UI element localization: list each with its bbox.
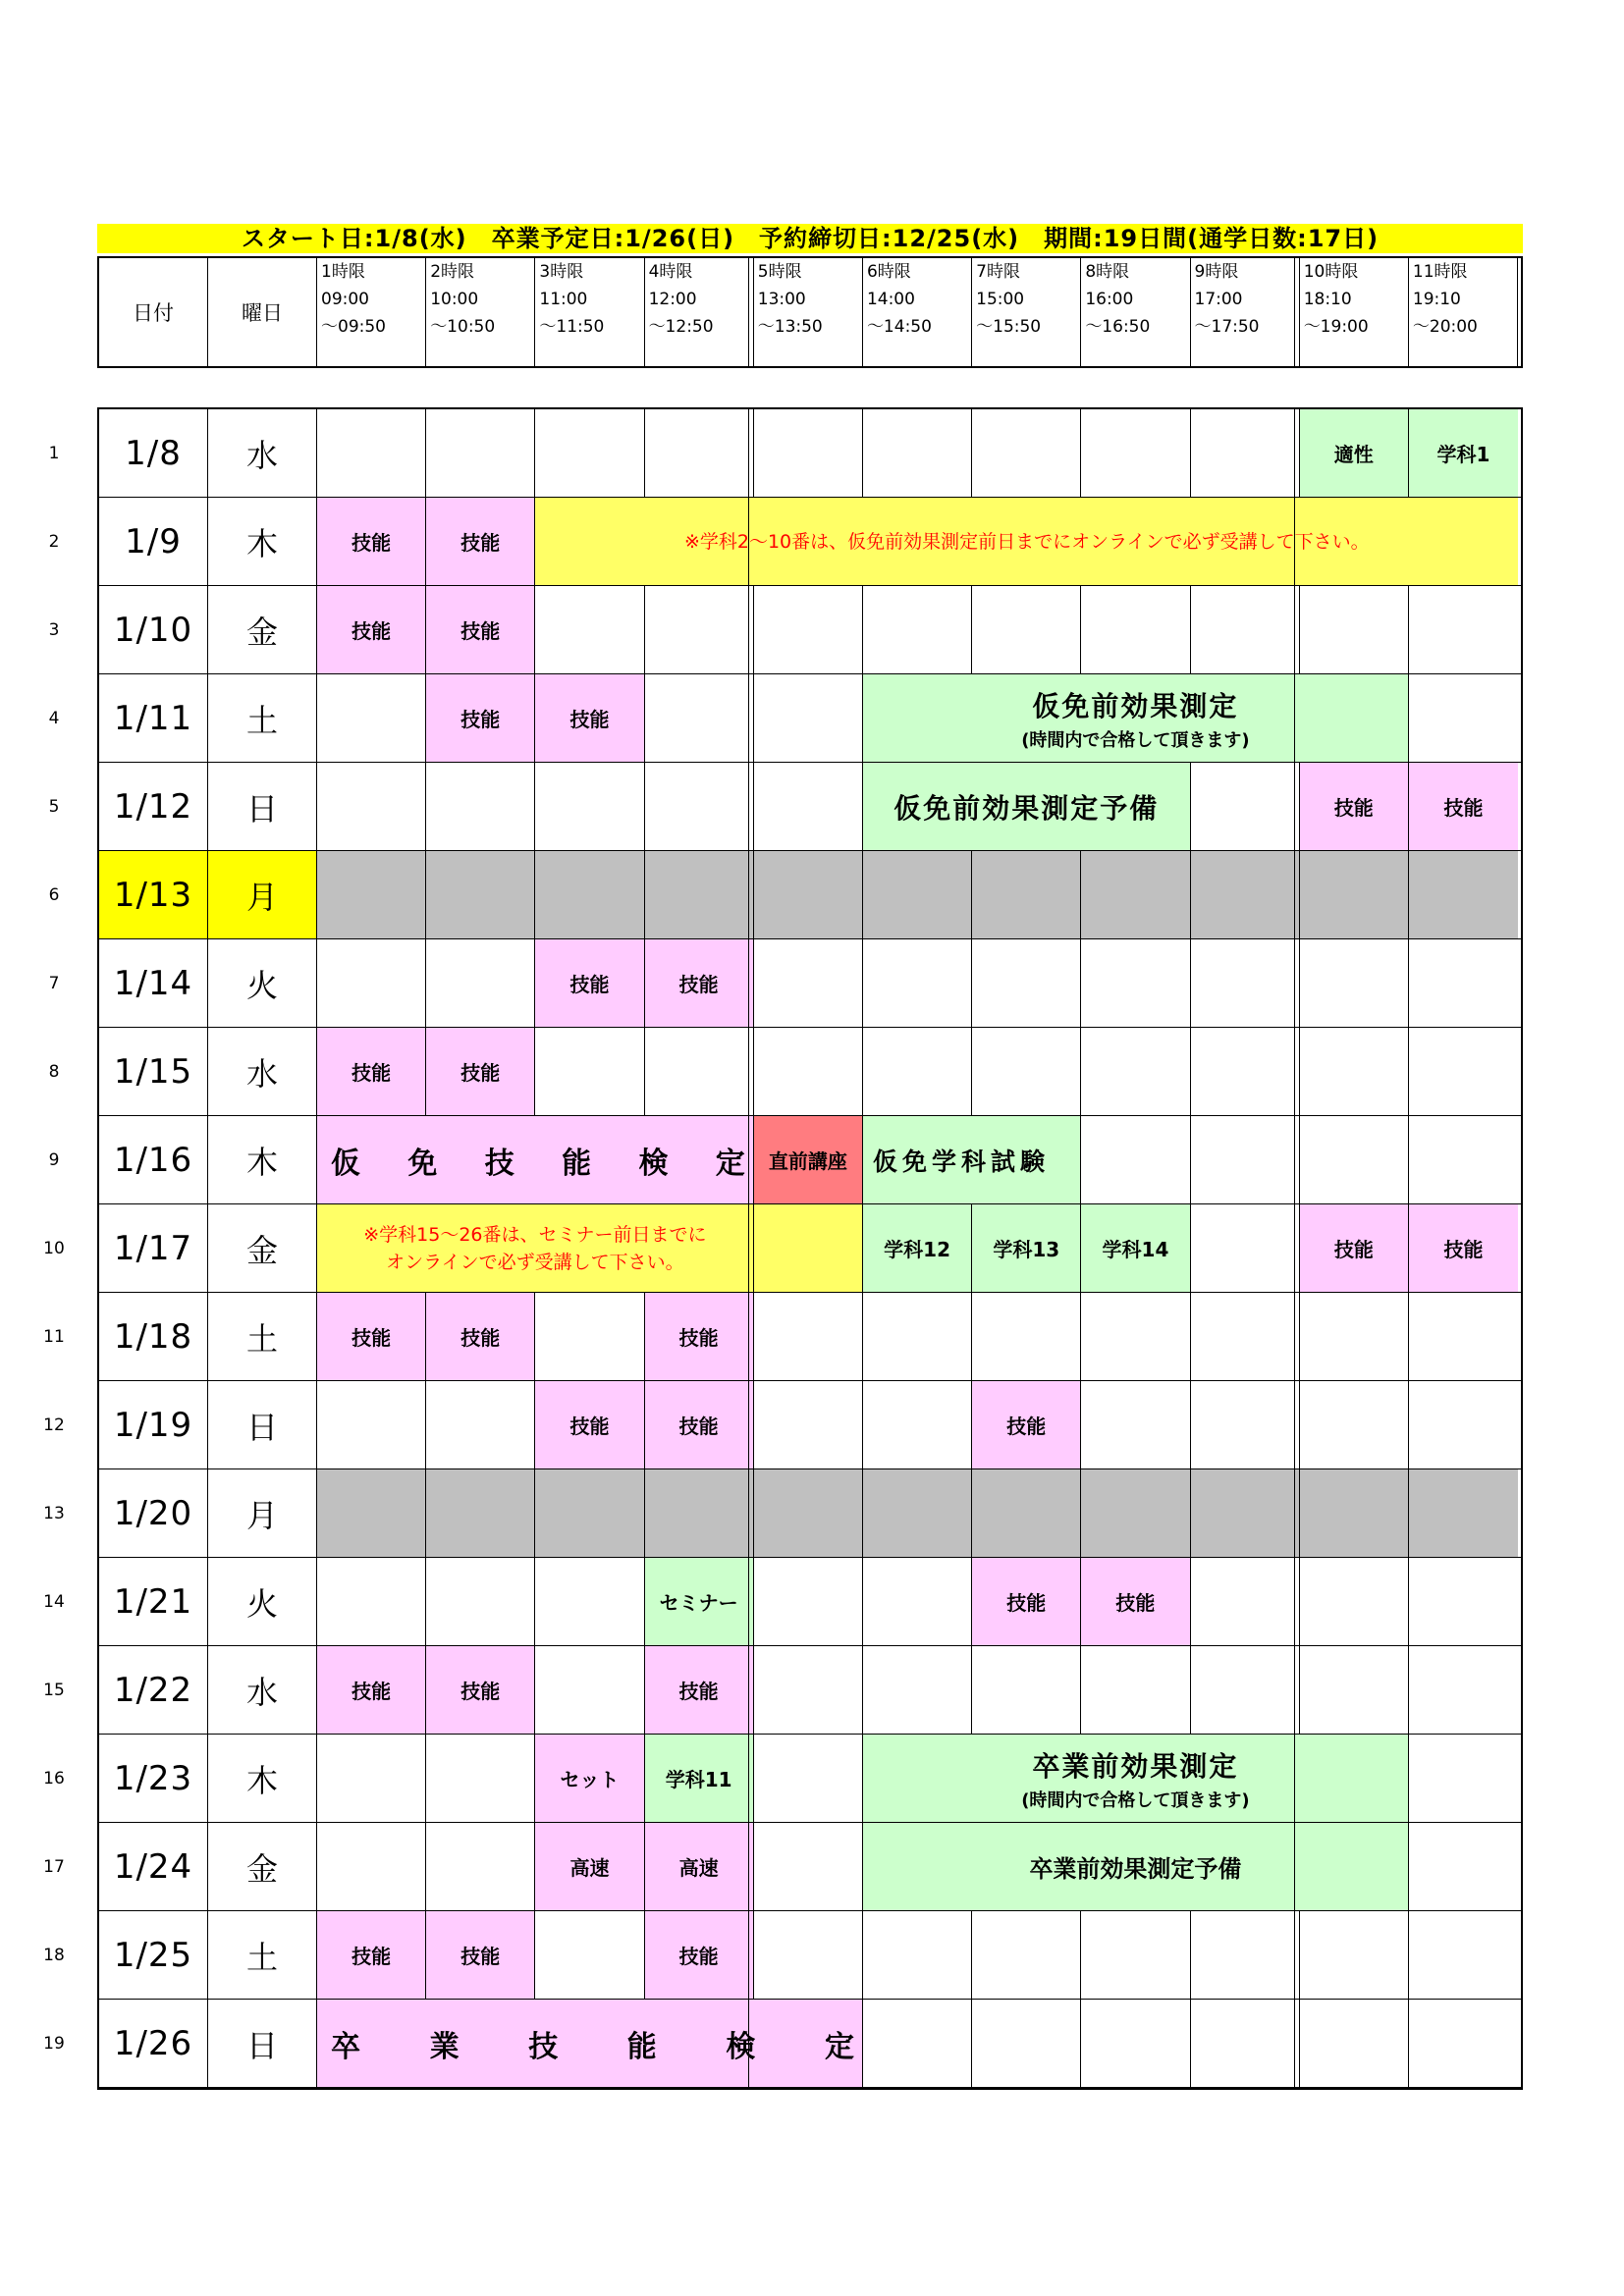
schedule-row: [99, 1116, 1521, 1204]
empty-slot-cell: [317, 1823, 426, 1910]
empty-slot-cell: [972, 2000, 1081, 2087]
schedule-banner: スタート日:1/8(水) 卒業予定日:1/26(日) 予約締切日:12/25(水) 期間:19日間(通学日数:17日): [97, 224, 1523, 253]
schedule-row: [99, 1911, 1521, 2000]
empty-slot-cell: [1409, 1293, 1518, 1380]
period-header-11: 11時限 19:10 ～20:00: [1409, 258, 1518, 366]
closed-slot-cell: [1081, 1469, 1190, 1557]
empty-slot-cell: [754, 1204, 863, 1292]
period-header-2: 2時限 10:00 ～10:50: [426, 258, 535, 366]
empty-slot-cell: [754, 1735, 863, 1822]
weekday-cell: 金: [208, 586, 317, 673]
weekday-cell: 木: [208, 1735, 317, 1822]
lesson-cell: 学科13: [972, 1204, 1081, 1292]
empty-slot-cell: [1081, 1381, 1190, 1468]
empty-slot-cell: [317, 763, 426, 850]
empty-slot-cell: [1409, 1735, 1518, 1822]
skill-exam-cell: [317, 1116, 754, 1203]
period-header-3: 3時限 11:00 ～11:50: [535, 258, 644, 366]
skill-exam-char: 能: [626, 2029, 657, 2064]
weekday-cell: 日: [208, 1381, 317, 1468]
empty-slot-cell: [754, 1911, 863, 1999]
lesson-cell: 技能: [317, 586, 426, 673]
date-cell: 1/18: [99, 1293, 208, 1380]
weekday-cell: 月: [208, 1469, 317, 1557]
empty-slot-cell: [1081, 1116, 1190, 1203]
lesson-cell: 技能: [972, 1558, 1081, 1645]
empty-slot-cell: [972, 1293, 1081, 1380]
empty-slot-cell: [1081, 2000, 1190, 2087]
schedule-row: [99, 1293, 1521, 1381]
weekday-cell: 火: [208, 939, 317, 1027]
schedule-row: [99, 1381, 1521, 1469]
row-number: 9: [48, 1150, 60, 1170]
empty-slot-cell: [754, 1293, 863, 1380]
date-cell: 1/22: [99, 1646, 208, 1734]
empty-slot-cell: [754, 1381, 863, 1468]
skill-exam-char: 能: [562, 1146, 592, 1181]
effect-test-title: 仮免前効果測定: [1032, 689, 1239, 722]
period-header: [97, 256, 1523, 368]
empty-slot-cell: [1300, 1028, 1409, 1115]
date-cell: 1/20: [99, 1469, 208, 1557]
row-number: 16: [43, 1769, 65, 1789]
row-number: 15: [43, 1681, 65, 1700]
empty-slot-cell: [1300, 586, 1409, 673]
empty-slot-cell: [1409, 1558, 1518, 1645]
empty-slot-cell: [863, 1911, 972, 1999]
empty-slot-cell: [1409, 586, 1518, 673]
skill-exam-char: 定: [824, 2029, 854, 2064]
schedule-row: [99, 763, 1521, 851]
date-cell: 1/8: [99, 409, 208, 497]
empty-slot-cell: [1191, 586, 1300, 673]
lesson-cell: 高速: [535, 1823, 644, 1910]
empty-slot-cell: [1081, 1293, 1190, 1380]
schedule-row: [99, 1028, 1521, 1116]
weekday-cell: 金: [208, 1204, 317, 1292]
lesson-cell: 技能: [317, 1293, 426, 1380]
empty-slot-cell: [1081, 409, 1190, 497]
empty-slot-cell: [645, 1028, 754, 1115]
lesson-cell: 学科11: [645, 1735, 754, 1822]
date-cell: 1/21: [99, 1558, 208, 1645]
period-header-8: 8時限 16:00 ～16:50: [1081, 258, 1190, 366]
empty-slot-cell: [535, 409, 644, 497]
closed-slot-cell: [535, 1469, 644, 1557]
row-number: 4: [48, 709, 60, 728]
empty-slot-cell: [317, 674, 426, 762]
empty-slot-cell: [1191, 763, 1300, 850]
empty-slot-cell: [754, 763, 863, 850]
empty-slot-cell: [1191, 1204, 1300, 1292]
row-number: 6: [48, 885, 60, 905]
empty-slot-cell: [535, 1293, 644, 1380]
lesson-cell: 技能: [645, 1646, 754, 1734]
date-cell: 1/10: [99, 586, 208, 673]
row-number: 3: [48, 620, 60, 640]
weekday-cell: 火: [208, 1558, 317, 1645]
closed-slot-cell: [863, 851, 972, 938]
effect-test-cell: [863, 1735, 1409, 1822]
effect-test-title: 卒業前効果測定: [1032, 1749, 1239, 1783]
lesson-cell: 技能: [972, 1381, 1081, 1468]
closed-slot-cell: [317, 851, 426, 938]
empty-slot-cell: [1409, 939, 1518, 1027]
lesson-cell: 技能: [1300, 1204, 1409, 1292]
closed-slot-cell: [1081, 851, 1190, 938]
lesson-cell: 技能: [426, 1293, 535, 1380]
empty-slot-cell: [1081, 1646, 1190, 1734]
online-notice-text: ※学科2～10番は、仮免前効果測定前日までにオンラインで必ず受講して下さい。: [683, 530, 1370, 553]
period-header-4: 4時限 12:00 ～12:50: [645, 258, 754, 366]
empty-slot-cell: [1191, 1381, 1300, 1468]
closed-slot-cell: [754, 851, 863, 938]
empty-slot-cell: [1081, 1028, 1190, 1115]
lesson-cell: セミナー: [645, 1558, 754, 1645]
schedule-row: [99, 2000, 1521, 2088]
period-10-divider-header: [1294, 258, 1297, 366]
lesson-cell: 技能: [535, 939, 644, 1027]
effect-test-title: 仮免前効果測定予備: [893, 791, 1160, 825]
lesson-cell: 技能: [317, 498, 426, 585]
lesson-cell: 技能: [645, 1381, 754, 1468]
period-header-9: 9時限 17:00 ～17:50: [1191, 258, 1300, 366]
effect-test-reserve-cell: 卒業前効果測定予備: [863, 1823, 1409, 1910]
row-number: 14: [43, 1592, 65, 1612]
skill-exam-char: 免: [407, 1146, 438, 1181]
empty-slot-cell: [972, 1028, 1081, 1115]
empty-slot-cell: [972, 1646, 1081, 1734]
online-notice-cell: [535, 498, 1518, 585]
empty-slot-cell: [645, 674, 754, 762]
empty-slot-cell: [1300, 1558, 1409, 1645]
schedule-row: [99, 1646, 1521, 1735]
empty-slot-cell: [317, 409, 426, 497]
empty-slot-cell: [863, 1381, 972, 1468]
closed-slot-cell: [317, 1469, 426, 1557]
date-cell: 1/25: [99, 1911, 208, 1999]
weekday-cell: 土: [208, 1911, 317, 1999]
schedule-grid: [97, 407, 1523, 2090]
empty-slot-cell: [1191, 1028, 1300, 1115]
empty-slot-cell: [1409, 1823, 1518, 1910]
lesson-cell: 技能: [645, 1911, 754, 1999]
weekday-cell: 月: [208, 851, 317, 938]
provisional-written-exam-cell: 仮免学科試験: [863, 1116, 1081, 1203]
empty-slot-cell: [754, 1558, 863, 1645]
lesson-cell: 適性: [1300, 409, 1409, 497]
row-number: 2: [48, 532, 60, 552]
empty-slot-cell: [754, 939, 863, 1027]
empty-slot-cell: [972, 409, 1081, 497]
skill-exam-char: 技: [484, 1146, 514, 1181]
closed-slot-cell: [972, 1469, 1081, 1557]
date-cell: 1/17: [99, 1204, 208, 1292]
empty-slot-cell: [535, 1028, 644, 1115]
row-number: 1: [48, 444, 60, 463]
schedule-row: [99, 1469, 1521, 1558]
row-number: 19: [43, 2034, 65, 2054]
period-header-7: 7時限 15:00 ～15:50: [972, 258, 1081, 366]
row-number: 8: [48, 1062, 60, 1082]
lesson-cell: 学科14: [1081, 1204, 1190, 1292]
period-header-10: 10時限 18:10 ～19:00: [1300, 258, 1409, 366]
empty-slot-cell: [1081, 939, 1190, 1027]
date-cell: 1/26: [99, 2000, 208, 2087]
period-10-divider: [1294, 409, 1297, 2088]
empty-slot-cell: [1300, 939, 1409, 1027]
weekday-cell: 木: [208, 1116, 317, 1203]
empty-slot-cell: [645, 409, 754, 497]
empty-slot-cell: [1081, 1911, 1190, 1999]
empty-slot-cell: [1191, 1646, 1300, 1734]
schedule-row: [99, 498, 1521, 586]
empty-slot-cell: [1409, 1116, 1518, 1203]
empty-slot-cell: [863, 1646, 972, 1734]
lesson-cell: 学科12: [863, 1204, 972, 1292]
empty-slot-cell: [426, 1735, 535, 1822]
schedule-row: [99, 674, 1521, 763]
closed-slot-cell: [1191, 851, 1300, 938]
period-header-5: 5時限 13:00 ～13:50: [754, 258, 863, 366]
empty-slot-cell: [426, 939, 535, 1027]
closed-slot-cell: [1300, 1469, 1409, 1557]
skill-exam-char: 定: [715, 1146, 745, 1181]
empty-slot-cell: [863, 1293, 972, 1380]
skill-exam-char: 技: [528, 2029, 559, 2064]
skill-exam-char: 検: [726, 2029, 756, 2064]
period-header-1: 1時限 09:00 ～09:50: [317, 258, 426, 366]
lesson-cell: 技能: [426, 674, 535, 762]
skill-exam-char: 卒: [331, 2029, 360, 2064]
lesson-cell: 学科1: [1409, 409, 1518, 497]
date-cell: 1/9: [99, 498, 208, 585]
empty-slot-cell: [972, 939, 1081, 1027]
lesson-cell: 技能: [426, 586, 535, 673]
lesson-cell: セット: [535, 1735, 644, 1822]
empty-slot-cell: [754, 586, 863, 673]
empty-slot-cell: [535, 763, 644, 850]
empty-slot-cell: [1191, 1293, 1300, 1380]
lesson-cell: 技能: [1409, 1204, 1518, 1292]
empty-slot-cell: [1191, 1116, 1300, 1203]
closed-slot-cell: [535, 851, 644, 938]
empty-slot-cell: [972, 1911, 1081, 1999]
row-number: 10: [43, 1239, 65, 1258]
date-cell: 1/19: [99, 1381, 208, 1468]
empty-slot-cell: [1300, 1646, 1409, 1734]
empty-slot-cell: [754, 1028, 863, 1115]
lesson-cell: 技能: [535, 674, 644, 762]
effect-test-cell: [863, 763, 1191, 850]
empty-slot-cell: [535, 1911, 644, 1999]
date-cell: 1/23: [99, 1735, 208, 1822]
empty-slot-cell: [863, 2000, 972, 2087]
empty-slot-cell: [863, 1028, 972, 1115]
weekday-cell: 土: [208, 1293, 317, 1380]
empty-slot-cell: [863, 586, 972, 673]
closed-slot-cell: [1300, 851, 1409, 938]
closed-slot-cell: [426, 1469, 535, 1557]
weekday-cell: 日: [208, 2000, 317, 2087]
lesson-cell: 技能: [317, 1911, 426, 1999]
period-header-6: 6時限 14:00 ～14:50: [863, 258, 972, 366]
empty-slot-cell: [754, 1646, 863, 1734]
schedule-row: [99, 1735, 1521, 1823]
schedule-row: [99, 939, 1521, 1028]
date-cell: 1/16: [99, 1116, 208, 1203]
weekday-cell: 水: [208, 1028, 317, 1115]
empty-slot-cell: [645, 763, 754, 850]
closed-slot-cell: [972, 851, 1081, 938]
closed-slot-cell: [754, 1469, 863, 1557]
lesson-cell: 技能: [426, 498, 535, 585]
empty-slot-cell: [1191, 939, 1300, 1027]
empty-slot-cell: [1300, 1911, 1409, 1999]
schedule-row: [99, 851, 1521, 939]
date-cell: 1/24: [99, 1823, 208, 1910]
schedule-row: [99, 1558, 1521, 1646]
empty-slot-cell: [1300, 1381, 1409, 1468]
empty-slot-cell: [754, 674, 863, 762]
lesson-cell: 技能: [317, 1028, 426, 1115]
empty-slot-cell: [1409, 1381, 1518, 1468]
online-notice-cell: [317, 1204, 754, 1292]
weekday-cell: 水: [208, 409, 317, 497]
lesson-cell: 技能: [645, 1293, 754, 1380]
lesson-cell: 直前講座: [754, 1116, 863, 1203]
lesson-cell: 技能: [426, 1646, 535, 1734]
empty-slot-cell: [1191, 2000, 1300, 2087]
skill-exam-cell: [317, 2000, 863, 2087]
date-column-header: 日付: [99, 258, 208, 366]
date-cell: 1/15: [99, 1028, 208, 1115]
empty-slot-cell: [645, 586, 754, 673]
empty-slot-cell: [426, 763, 535, 850]
closed-slot-cell: [863, 1469, 972, 1557]
empty-slot-cell: [535, 1646, 644, 1734]
lesson-cell: 技能: [535, 1381, 644, 1468]
closed-slot-cell: [1191, 1469, 1300, 1557]
lesson-cell: 技能: [426, 1028, 535, 1115]
empty-slot-cell: [426, 1558, 535, 1645]
online-notice-text: ※学科15～26番は、セミナー前日までに オンラインで必ず受講して下さい。: [363, 1223, 707, 1273]
empty-slot-cell: [535, 586, 644, 673]
empty-slot-cell: [1409, 1911, 1518, 1999]
weekday-cell: 水: [208, 1646, 317, 1734]
skill-exam-char: 仮: [331, 1146, 360, 1181]
empty-slot-cell: [1300, 1293, 1409, 1380]
date-cell: 1/14: [99, 939, 208, 1027]
row-number: 7: [48, 974, 60, 993]
empty-slot-cell: [317, 1558, 426, 1645]
skill-exam-char: 業: [429, 2029, 460, 2064]
lesson-cell: 技能: [1409, 763, 1518, 850]
closed-slot-cell: [645, 1469, 754, 1557]
empty-slot-cell: [972, 586, 1081, 673]
schedule-row: [99, 409, 1521, 498]
empty-slot-cell: [1409, 674, 1518, 762]
row-number: 5: [48, 797, 60, 817]
schedule-row: [99, 1823, 1521, 1911]
empty-slot-cell: [1409, 1646, 1518, 1734]
period-5-divider-header: [748, 258, 751, 366]
weekday-cell: 木: [208, 498, 317, 585]
lesson-cell: 技能: [1300, 763, 1409, 850]
lesson-cell: 技能: [1081, 1558, 1190, 1645]
lesson-cell: 技能: [317, 1646, 426, 1734]
effect-test-cell: [863, 674, 1409, 762]
row-number: 13: [43, 1504, 65, 1523]
empty-slot-cell: [535, 1558, 644, 1645]
lesson-cell: 技能: [645, 939, 754, 1027]
schedule-row: [99, 1204, 1521, 1293]
date-cell: 1/12: [99, 763, 208, 850]
closed-slot-cell: [426, 851, 535, 938]
empty-slot-cell: [1191, 1558, 1300, 1645]
row-number: 17: [43, 1857, 65, 1877]
empty-slot-cell: [754, 1823, 863, 1910]
empty-slot-cell: [863, 939, 972, 1027]
empty-slot-cell: [317, 1381, 426, 1468]
row-number: 12: [43, 1415, 65, 1435]
weekday-column-header: 曜日: [208, 258, 317, 366]
empty-slot-cell: [863, 1558, 972, 1645]
row-number: 11: [43, 1327, 65, 1347]
empty-slot-cell: [1191, 409, 1300, 497]
closed-slot-cell: [1409, 851, 1518, 938]
period-5-divider: [748, 409, 751, 2088]
lesson-cell: 高速: [645, 1823, 754, 1910]
schedule-row: [99, 586, 1521, 674]
weekday-cell: 金: [208, 1823, 317, 1910]
date-cell: 1/13: [99, 851, 208, 938]
empty-slot-cell: [1300, 2000, 1409, 2087]
skill-exam-char: 検: [638, 1146, 669, 1181]
empty-slot-cell: [426, 409, 535, 497]
empty-slot-cell: [426, 1381, 535, 1468]
closed-slot-cell: [645, 851, 754, 938]
empty-slot-cell: [1300, 1116, 1409, 1203]
effect-test-subtitle: (時間内で合格して頂きます): [1021, 729, 1250, 751]
effect-test-subtitle: (時間内で合格して頂きます): [1021, 1789, 1250, 1811]
empty-slot-cell: [1191, 1911, 1300, 1999]
date-cell: 1/11: [99, 674, 208, 762]
empty-slot-cell: [317, 939, 426, 1027]
empty-slot-cell: [1409, 1028, 1518, 1115]
empty-slot-cell: [1081, 586, 1190, 673]
empty-slot-cell: [754, 409, 863, 497]
empty-slot-cell: [1409, 2000, 1518, 2087]
row-number: 18: [43, 1946, 65, 1965]
empty-slot-cell: [426, 1823, 535, 1910]
empty-slot-cell: [317, 1735, 426, 1822]
weekday-cell: 日: [208, 763, 317, 850]
closed-slot-cell: [1409, 1469, 1518, 1557]
lesson-cell: 技能: [426, 1911, 535, 1999]
weekday-cell: 土: [208, 674, 317, 762]
empty-slot-cell: [863, 409, 972, 497]
